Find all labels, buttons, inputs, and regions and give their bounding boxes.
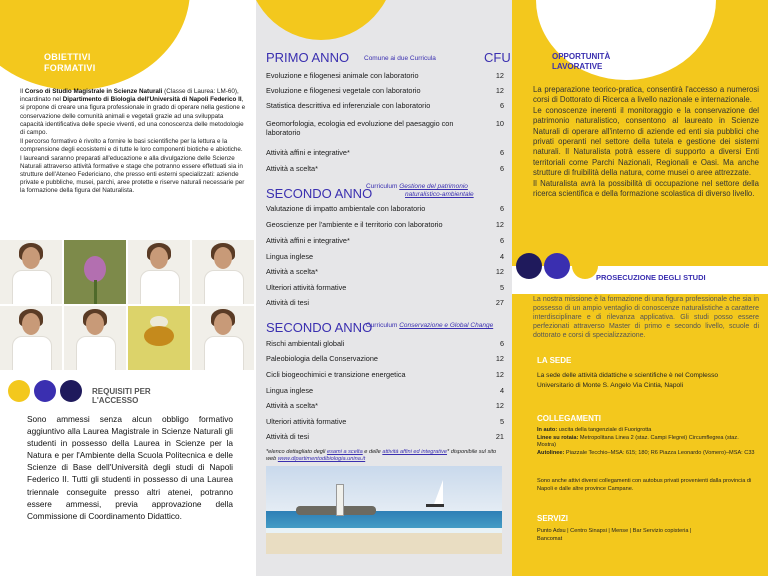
- yellow-circle-decoration: [0, 0, 190, 90]
- obiettivi-text: [20, 88, 248, 196]
- collegamenti-text: In auto: uscita della tangenziale di Fuorigrotta Linee su rotaia: Metropolitana Linea 2 (staz. Campi Flegrei) Circumflegrea (staz. Mostra) Autolinee: Piazzale Tecchio–MSA: 615; 180; R6 Piazza Leonardo (Vomero)–MSA: C33: [537, 427, 755, 456]
- student-photo: [0, 240, 62, 304]
- course-cfu: 6: [499, 101, 504, 110]
- requisiti-text: Sono ammessi senza alcun obbligo formativo aggiuntivo alla Laurea Magistrale in Scienze Naturali gli studenti in possesso della Laurea in Scienze per la Natura e per l'Ambiente della Scuola Politecnica e delle Scienze di Base dell'Università degli studi di Napoli Federico II. Tutti gli studenti in possesso di una Laurea triennale conseguite presso altri atenei, potranno essere ammessi, previa approvazione della Commissione di Coordinamento Didattico.: [27, 414, 233, 521]
- yellow-circle-decoration: [256, 0, 396, 40]
- website-link[interactable]: www.dipartimentodibiologia.unina.it: [277, 456, 366, 463]
- course-name: Ulteriori attività formative: [266, 283, 347, 292]
- course-row: [266, 283, 504, 292]
- bee-photo: [128, 306, 190, 370]
- obiettivi-heading: OBIETTIVI FORMATIVI: [44, 52, 96, 73]
- course-cfu: 5: [499, 283, 504, 292]
- course-name: Attività a scelta*: [266, 401, 318, 410]
- course-cfu: 6: [499, 148, 504, 157]
- secondo-anno-title-1: SECONDO ANNO: [266, 186, 373, 201]
- course-name: Attività di tesi: [266, 432, 309, 441]
- course-name: Statistica descrittiva ed inferenziale con laboratorio: [266, 101, 431, 110]
- prosecuzione-heading: PROSECUZIONE DEGLI STUDI: [596, 273, 706, 282]
- esami-scelta-link[interactable]: esami a scelta: [326, 449, 363, 455]
- student-photo: [192, 306, 254, 370]
- sede-text: La sede delle attività didattiche e scientifiche è nel Complesso Universitario di Monte S. Angelo Via Cintia, Napoli: [537, 372, 719, 389]
- bus-text: Sono anche attivi diversi collegamenti con autobus privati provenienti dalla provincia di Napoli e dalle altre province Campane.: [537, 478, 752, 492]
- course-cfu: 27: [495, 298, 504, 307]
- course-name: Evoluzione e filogenesi animale con laboratorio: [266, 71, 419, 80]
- secondo-anno-title-2: SECONDO ANNO: [266, 320, 373, 335]
- course-name: Attività a scelta*: [266, 267, 318, 276]
- course-cfu: 6: [499, 236, 504, 245]
- course-name: Evoluzione e filogenesi vegetale con laboratorio: [266, 86, 421, 95]
- course-row: [266, 339, 504, 348]
- collegamenti-heading: COLLEGAMENTI: [537, 414, 601, 423]
- course-row: [266, 370, 504, 379]
- opportunita-text: La preparazione teorico-pratica, consentirà l'accesso a numerosi corsi di Dottorato di Ricerca a livello nazionale e internazionale. Le conoscenze inerenti il monitoraggio e la conservazione del patrimonio naturalistico, consentono al laureato in Scienze Naturali di operare all'interno di aziende ed enti sia pubblici che privati operanti nel settore della tutela e gestione dei sistemi naturali. Il Naturalista potrà essere di supporto a diversi Enti territoriali come Parchi Nazionali, Regionali e Oasi. Ma anche strutture di fruibilità della natura, come musei o aree attrezzate. Il Naturalista avrà la possibilità di occupazione nel settore della ricerca scientifica e della formazione scolastica di diverso livello.: [533, 85, 759, 199]
- course-name: Attività a scelta*: [266, 164, 318, 173]
- course-name: Lingua inglese: [266, 252, 314, 261]
- course-row: [266, 71, 504, 80]
- student-photo: [0, 306, 62, 370]
- flower-photo: [64, 240, 126, 304]
- course-row: [266, 401, 504, 410]
- course-cfu: 6: [499, 164, 504, 173]
- photo-collage: [0, 240, 256, 370]
- obiettivi-paragraph-2: Il percorso formativo è rivolto a fornire le basi scientifiche per la lettura e la comprensione degli ecosistemi e di tutte le loro componenti biotiche e abiotiche.: [20, 137, 243, 153]
- course-cfu: 4: [499, 252, 504, 261]
- student-photo: [192, 240, 254, 304]
- servizi-heading: SERVIZI: [537, 514, 568, 523]
- course-name: Valutazione di impatto ambientale con laboratorio: [266, 204, 426, 213]
- panel-piano-studi: [256, 0, 512, 576]
- primo-anno-title: PRIMO ANNO: [266, 50, 350, 65]
- sede-heading: LA SEDE: [537, 356, 572, 365]
- course-cfu: 12: [495, 354, 504, 363]
- course-row: [266, 386, 504, 395]
- course-row: [266, 267, 504, 276]
- obiettivi-paragraph-1: Il Corso di Studio Magistrale in Scienze Naturali (Classe di Laurea: LM-60), incardinato nel Dipartimento di Biologia dell'Università di Napoli Federico II, si propone di creare una figura professionale in grado di operare nella gestione e conservazione delle comunità animali e vegetali grazie ad una sviluppata capacità identificativa delle specie viventi, ed una conoscenza delle metodologie di campo.: [20, 88, 246, 137]
- footnote: *elenco dettagliato degli esami a scelta e delle attività affini ed integrative* disponibile sul sito web www.dipartimentodibiologia.unina.it: [266, 449, 497, 463]
- course-row: [266, 148, 504, 157]
- curriculum-1-label: Curriculum Gestione del patrimonio naturalistico-ambientale: [366, 183, 474, 198]
- seaside-lighthouse-photo: [266, 466, 502, 554]
- course-cfu: 12: [495, 267, 504, 276]
- course-row: [266, 164, 504, 173]
- requisiti-heading: REQUISITI PER L'ACCESSO: [92, 387, 151, 405]
- course-cfu: 6: [499, 204, 504, 213]
- course-cfu: 4: [499, 386, 504, 395]
- course-cfu: 6: [499, 339, 504, 348]
- course-cfu: 12: [495, 370, 504, 379]
- course-name: Paleobiologia della Conservazione: [266, 354, 378, 363]
- student-photo: [64, 306, 126, 370]
- course-cfu: 12: [495, 401, 504, 410]
- cfu-header: CFU: [484, 50, 511, 65]
- course-row: [266, 220, 504, 229]
- course-row: [266, 236, 504, 245]
- course-row: [266, 86, 504, 95]
- servizi-text: Punto Adsu | Centro Sinapsi | Mense | Bar Servizio copisteria | Bancomat: [537, 528, 692, 542]
- course-row: [266, 101, 504, 110]
- course-name: Ulteriori attività formative: [266, 417, 347, 426]
- course-row: [266, 432, 504, 441]
- course-name: Geomorfologia, ecologia ed evoluzione del paesaggio con laboratorio: [266, 119, 454, 137]
- course-name: Attività affini e integrative*: [266, 148, 350, 157]
- course-name: Attività affini e integrative*: [266, 236, 350, 245]
- obiettivi-paragraph-3: I laureandi saranno preparati all'educazione e alla divulgazione delle Scienze Naturali attraverso attività formative e stage che potranno essere effettuati sia in strutture dell'Ateneo Federiciano, che presso enti esterni specializzati: aziende private e pubbliche, musei, parchi, aree protette e riserve naturali necessarie per la formazione della figura del Naturalista.: [20, 154, 245, 195]
- course-cfu: 12: [495, 86, 504, 95]
- prosecuzione-bar: [512, 266, 768, 294]
- mission-text: La nostra missione è la formazione di una figura professionale che sia in possesso di un ampio ventaglio di conoscenze naturalistiche a carattere interdisciplinare e di rilevanza applicativa. Gli studi posso essere perfezionati attraverso Master di primo e secondo livello, scuole di dottorato e corsi di specializzazione.: [533, 296, 759, 339]
- course-name: Attività di tesi: [266, 298, 309, 307]
- course-cfu: 21: [495, 432, 504, 441]
- opportunita-heading: OPPORTUNITÀ LAVORATIVE: [552, 52, 611, 71]
- attivita-affini-link[interactable]: attività affini ed integrative: [382, 449, 448, 455]
- course-name: Cicli biogeochimici e transizione energetica: [266, 370, 406, 379]
- course-row: [266, 252, 504, 261]
- course-name: Lingua inglese: [266, 386, 314, 395]
- course-cfu: 10: [495, 119, 504, 128]
- panel-opportunita: [512, 0, 768, 576]
- course-name: Geoscienze per l'ambiente e il territorio con laboratorio: [266, 220, 443, 229]
- course-row: [266, 298, 504, 307]
- course-row: [266, 204, 504, 213]
- course-name: Rischi ambientali globali: [266, 339, 345, 348]
- course-cfu: 5: [499, 417, 504, 426]
- course-row: [266, 354, 504, 363]
- course-cfu: 12: [495, 71, 504, 80]
- curriculum-2-label: Curriculum Conservazione e Global Change: [366, 322, 494, 329]
- course-cfu: 12: [495, 220, 504, 229]
- course-row: [266, 119, 504, 137]
- panel-obiettivi: [0, 0, 256, 576]
- primo-anno-subtitle: Comune ai due Curricula: [364, 55, 436, 62]
- course-row: [266, 417, 504, 426]
- student-photo: [128, 240, 190, 304]
